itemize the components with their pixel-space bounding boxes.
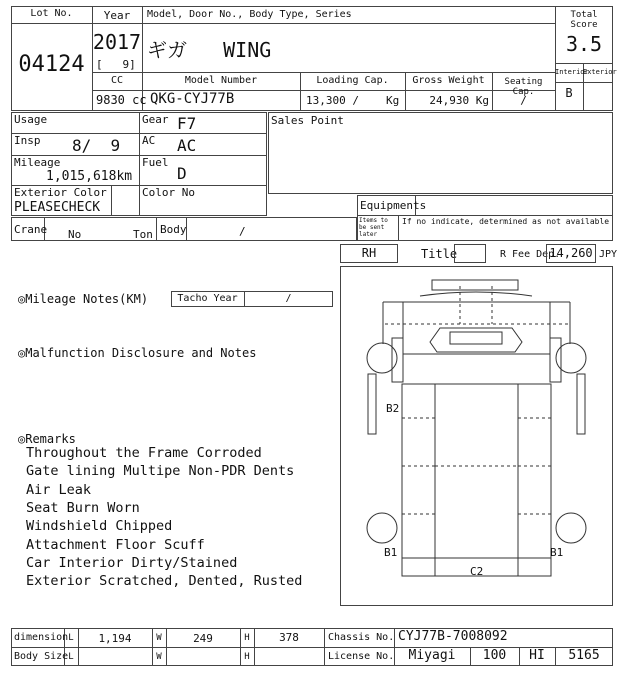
remark-item: Throughout the Frame Corroded: [26, 445, 262, 461]
tacho-value: /: [285, 293, 292, 304]
model-label: Model, Door No., Body Type, Series: [147, 9, 352, 20]
equip-small-note: Items to be sent later: [359, 217, 388, 238]
lot-label: Lot No.: [30, 8, 73, 19]
crane-value: No: [68, 228, 82, 241]
remark-item: Air Leak: [26, 482, 92, 498]
gross-value: 24,930 Kg: [429, 94, 489, 107]
loading-unit: Kg: [386, 94, 400, 107]
title-label: Title: [421, 247, 458, 261]
width-value: 249: [193, 632, 213, 645]
body-label: Body: [160, 223, 187, 236]
color-no-label: Color No: [142, 186, 195, 199]
license-class: 100: [482, 648, 507, 663]
bodysize-label: Body Size: [14, 651, 69, 662]
license-region: Miyagi: [408, 648, 456, 663]
exterior-label: Exterior: [583, 68, 617, 76]
damage-mark-c2: C2: [470, 565, 484, 578]
remark-item: Windshield Chipped: [26, 518, 173, 534]
year-label: Year: [103, 9, 131, 22]
length-value: 1,194: [98, 632, 132, 645]
interior-label: Interior: [555, 68, 589, 76]
gear-value: F7: [177, 114, 197, 133]
remark-item: Car Interior Dirty/Stained: [26, 555, 238, 571]
usage-label: Usage: [14, 113, 48, 126]
chassis-label: Chassis No.: [328, 632, 395, 643]
year-sub: [ 9]: [96, 58, 136, 71]
mileage-label: Mileage: [14, 156, 61, 169]
license-label: License No.: [328, 651, 395, 662]
body-value: /: [239, 225, 246, 238]
remark-item: Exterior Scratched, Dented, Rusted: [26, 573, 303, 589]
total-score-value: 3.5: [565, 32, 603, 56]
lot-number: 04124: [18, 52, 85, 77]
height-value: 378: [279, 631, 299, 644]
fuel-label: Fuel: [142, 156, 169, 169]
model-name: ギガ WING: [147, 38, 272, 62]
mileage-notes-label: ◎Mileage Notes(KM): [18, 292, 149, 306]
w-label-2: W: [156, 652, 162, 662]
cc-value: 9830 cc: [96, 93, 147, 107]
fuel-value: D: [177, 164, 187, 183]
year-value: 2017: [92, 30, 142, 54]
gear-label: Gear: [142, 113, 169, 126]
title-box: [454, 244, 486, 263]
loading-label: Loading Cap.: [316, 75, 389, 86]
insp-value: 8/ 9: [72, 136, 121, 155]
sales-point-label: Sales Point: [271, 114, 344, 127]
ext-color-label: Exterior Color: [14, 186, 107, 199]
model-number-label: Model Number: [184, 75, 258, 86]
ac-value: AC: [177, 136, 197, 155]
damage-mark-b2: B2: [386, 402, 400, 415]
l-label-2: L: [68, 652, 74, 662]
equipments-label: Equipments: [360, 199, 427, 212]
mileage-value: 1,015,618km: [46, 169, 133, 184]
damage-mark-b1-right: B1: [550, 546, 564, 559]
dimension-label: dimension: [14, 632, 69, 643]
seating-label: Seating Cap.: [504, 77, 543, 97]
crane-unit: Ton: [133, 228, 153, 241]
remark-item: Gate lining Multipe Non-PDR Dents: [26, 463, 295, 479]
steering-value: RH: [361, 246, 377, 260]
vehicle-diagram: [340, 266, 613, 606]
remark-item: Seat Burn Worn: [26, 500, 140, 516]
ac-label: AC: [142, 134, 156, 147]
cc-label: CC: [110, 75, 124, 86]
l-label: L: [68, 633, 74, 643]
interior-score: B: [565, 86, 573, 100]
model-number-value: QKG-CYJ77B: [150, 91, 235, 107]
seating-value: /: [520, 94, 527, 107]
w-label: W: [156, 633, 162, 643]
license-kana: HI: [529, 648, 545, 663]
license-number: 5165: [568, 648, 600, 663]
insp-label: Insp: [14, 134, 41, 147]
gross-label: Gross Weight: [412, 75, 485, 86]
rfee-label: R Fee Dep.: [500, 249, 561, 260]
malfunction-label: ◎Malfunction Disclosure and Notes: [18, 346, 257, 360]
remarks-label: ◎Remarks: [18, 432, 76, 446]
rfee-unit: JPY: [599, 249, 618, 260]
h-label-2: H: [244, 652, 250, 662]
rfee-value: 14,260: [549, 246, 593, 260]
loading-value: 13,300 /: [306, 94, 359, 107]
chassis-value: CYJ77B-7008092: [398, 629, 508, 644]
h-label: H: [244, 633, 250, 643]
equip-note: If no indicate, determined as not available: [402, 217, 610, 226]
total-score-label: Total Score: [570, 10, 598, 30]
remark-item: Attachment Floor Scuff: [26, 537, 205, 553]
ext-color-value: PLEASECHECK: [14, 200, 101, 215]
crane-label: Crane: [14, 223, 48, 236]
damage-mark-b1-left: B1: [384, 546, 398, 559]
tacho-label: Tacho Year: [177, 293, 238, 304]
